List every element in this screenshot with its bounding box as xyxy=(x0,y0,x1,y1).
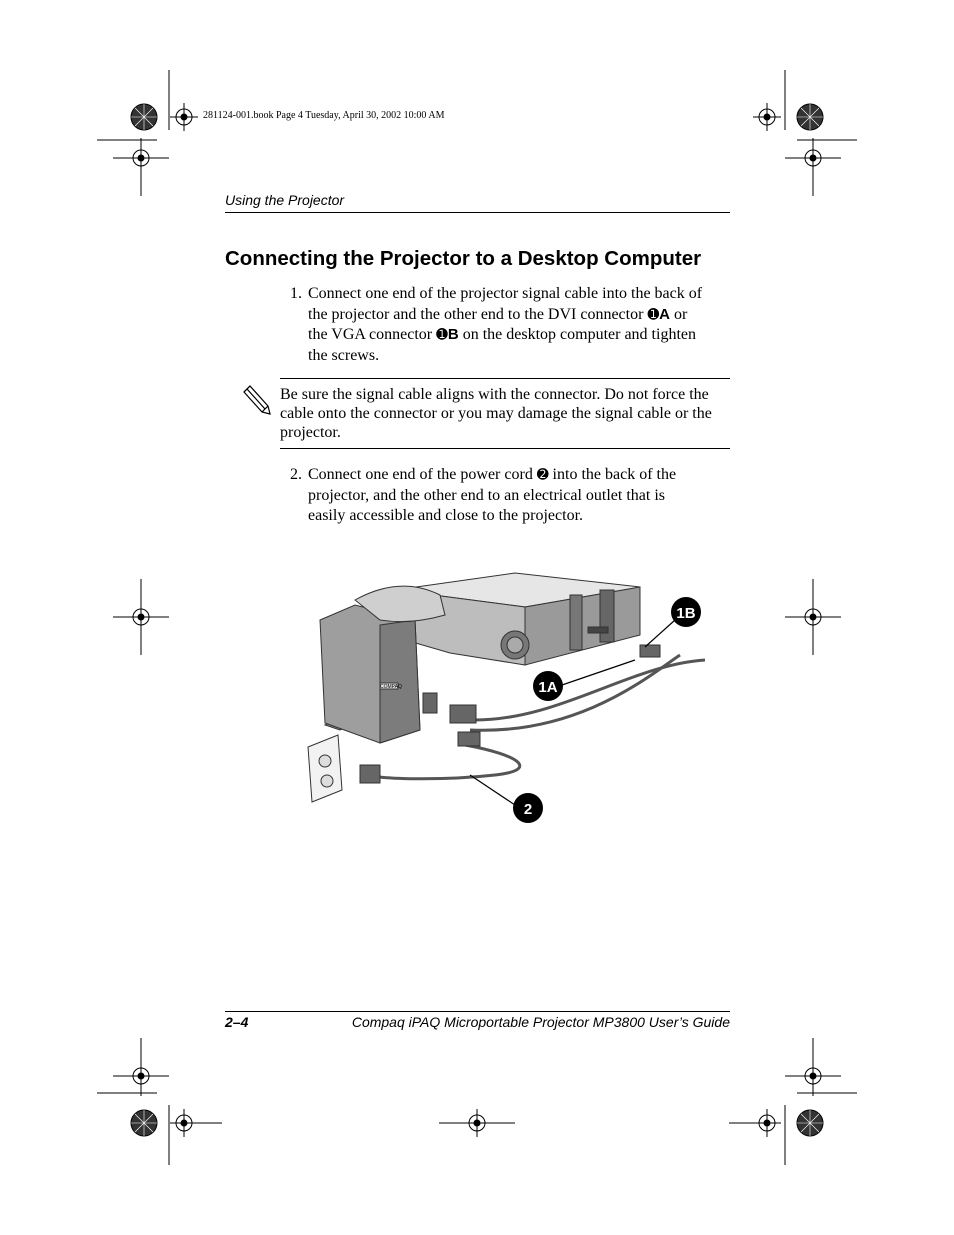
note-text: Be sure the signal cable aligns with the connector. Do not force the cable onto the connector or you may damage the signal cable or the projector. xyxy=(280,386,712,441)
note-bottom-rule xyxy=(280,448,730,449)
step-1-line: the VGA connector xyxy=(308,326,437,343)
callout-1b xyxy=(671,597,701,627)
callout-2 xyxy=(513,793,543,823)
step-2-line: Connect one end of the power cord xyxy=(308,466,537,483)
callout-2-symbol: ➋ xyxy=(536,467,549,483)
page-number: 2–4 xyxy=(225,1014,249,1030)
callout-1a-label: 1A xyxy=(538,679,558,696)
desktop-computer xyxy=(395,573,640,665)
callout-1-symbol: ➊ xyxy=(436,327,448,343)
wall-outlet xyxy=(308,735,342,802)
projector xyxy=(320,586,445,743)
header-rule xyxy=(225,212,730,213)
callout-b-label: B xyxy=(447,326,459,343)
step-1-number: 1. xyxy=(290,285,302,302)
callout-2-label: 2 xyxy=(523,801,533,818)
step-1-line: the screws. xyxy=(308,346,380,364)
step-1-line: on the desktop computer and tighten xyxy=(458,326,696,343)
step-1-line: Connect one end of the projector signal cable into the back of xyxy=(308,285,703,302)
step-2-line: into the back of the xyxy=(548,466,677,483)
signal-cable xyxy=(475,660,705,720)
step-1-line: the projector and the other end to the DVI connector xyxy=(308,305,648,323)
callout-1a xyxy=(533,671,563,701)
guide-title: Compaq iPAQ Microportable Projector MP3800 User’s Guide xyxy=(351,1014,730,1030)
note-top-rule xyxy=(280,378,730,379)
section-heading: Connecting the Projector to a Desktop Computer xyxy=(225,247,702,270)
step-2-line: easily accessible and close to the projector. xyxy=(308,507,584,524)
step-2-number: 2. xyxy=(290,466,302,483)
projector-brand: COMPAQ xyxy=(380,684,402,690)
footer-rule xyxy=(225,1011,730,1012)
running-head: Using the Projector xyxy=(225,192,345,208)
book-info: 281124-001.book Page 4 Tuesday, April 30, 2002 10:00 AM xyxy=(203,110,445,121)
step-1-line: or xyxy=(670,305,688,323)
power-cord xyxy=(365,745,520,779)
callout-1-symbol: ➊ xyxy=(647,306,660,323)
step-2 xyxy=(290,465,735,529)
step-2-line: projector, and the other end to an electrical outlet that is xyxy=(308,486,665,504)
connection-illustration xyxy=(300,565,720,835)
callout-a-label: A xyxy=(659,305,671,323)
pencil-note-icon xyxy=(240,384,276,420)
step-1 xyxy=(290,284,735,368)
callout-1b-label: 1B xyxy=(676,605,696,622)
